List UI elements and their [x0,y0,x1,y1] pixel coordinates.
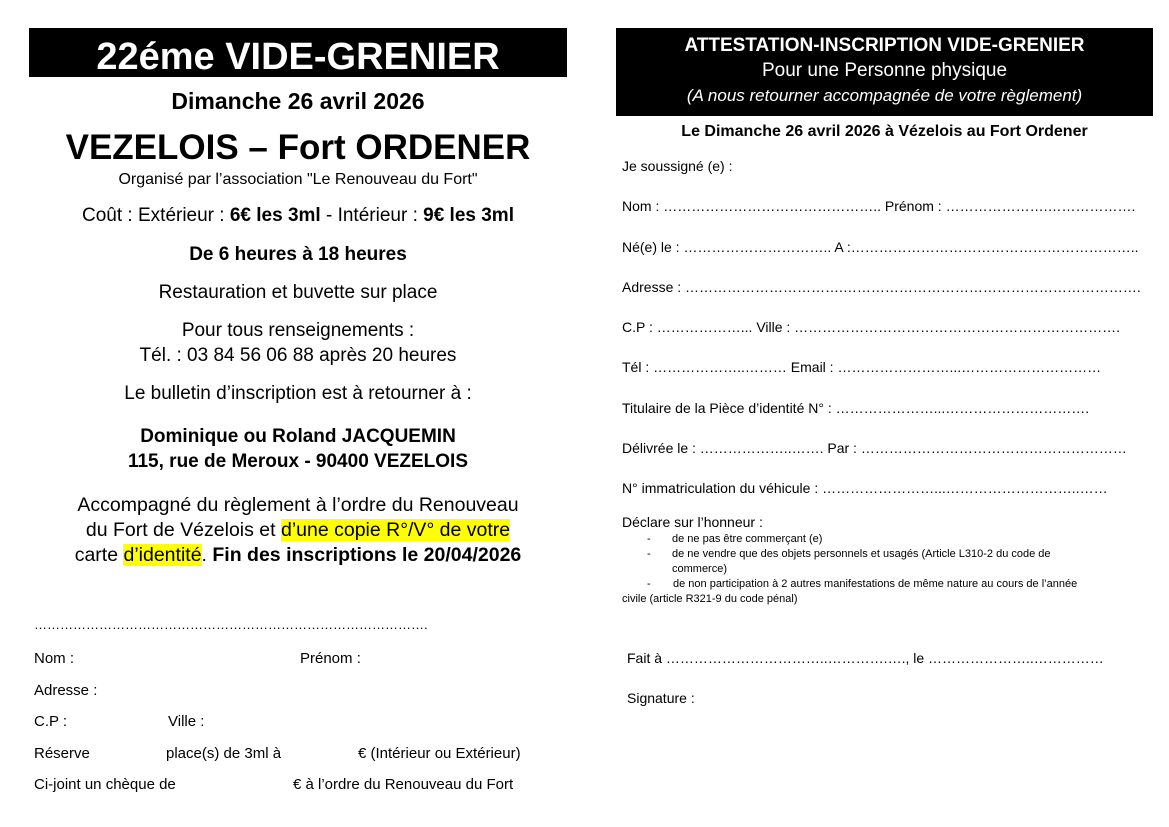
cost-exterior-label: Coût : Extérieur : [82,205,230,226]
field-vehicle: N° immatriculation du véhicule : ……………………...………………………..…… [622,480,1108,496]
id-copy-highlight: d’une copie R°/V° de votre [280,519,511,541]
hours-line: De 6 heures à 18 heures [189,244,407,265]
form-cheque-label: Ci-joint un chèque de [34,776,176,793]
field-cp-ville: C.P : ………………... Ville : ……………………………………………………………. [622,319,1121,335]
field-id-number: Titulaire de la Pièce d’identité N° : …………………...…………………………. [622,400,1090,416]
form-places-label: place(s) de 3ml à [166,745,282,762]
attestation-banner [616,28,1153,116]
cost-exterior-price: 6€ les 3ml [229,205,321,226]
fait-a-line: Fait à ……………………………..………….…., le …………………..…………… [627,650,1104,666]
declaration-bullet: - [647,548,651,560]
declaration-item-3-cont: civile (article R321-9 du code pénal) [622,593,798,605]
organizer-line: Organisé par l’association "Le Renouveau du Fort" [118,171,478,188]
event-line: Le Dimanche 26 avril 2026 à Vézelois au Fort Ordener [681,123,1088,140]
instructions-text: carte [74,544,124,566]
phone-line: Tél. : 03 84 56 06 88 après 20 heures [139,345,457,366]
form-ville-label: Ville : [168,713,205,730]
undersigned-label: Je soussigné (e) : [622,158,733,174]
form-adresse-label: Adresse : [34,682,98,699]
declaration-item-3: de non participation à 2 autres manifestations de même nature au cours de l’année [673,578,1078,590]
field-birth: Né(e) le : ………………………….. A :…………………………………………………….. [622,239,1139,255]
form-prenom-label: Prénom : [300,650,361,667]
instructions-text: du Fort de Vézelois et [85,519,281,541]
field-address: Adresse : …………………………….………………………………………………………. [622,279,1141,295]
cut-line: ………………………………………………………………………………. [34,617,428,632]
signature-label: Signature : [627,690,695,706]
cost-interior-label: - Intérieur : [320,205,424,226]
declaration-item-2-cont: commerce) [672,563,728,575]
event-date: Dimanche 26 avril 2026 [171,88,425,114]
instructions-line-2 [29,518,567,543]
declaration-item-2: de ne vendre que des objets personnels et usagés (Article L310-2 du code de [672,548,1051,560]
identity-highlight: d’identité [123,544,202,566]
return-line: Le bulletin d’inscription est à retourner à : [124,383,472,404]
form-payee-label: € à l’ordre du Renouveau du Fort [293,776,514,793]
instructions-line-1: Accompagné du règlement à l’ordre du Renouveau [77,494,519,516]
declaration-bullet: - [647,533,651,545]
contact-name: Dominique ou Roland JACQUEMIN [140,426,456,447]
form-reserve-label: Réserve [34,745,90,762]
cost-interior-price: 9€ les 3ml [423,205,514,226]
instructions-line-3 [29,543,567,568]
attestation-note: (A nous retourner accompagnée de votre règlement) [686,86,1083,105]
event-place: VEZELOIS – Fort ORDENER [65,128,531,167]
field-issued: Délivrée le : ………………..……. Par : ………………………………………………… [622,440,1127,456]
instructions-text: . [201,544,213,566]
form-cp-label: C.P : [34,713,68,730]
food-line: Restauration et buvette sur place [158,282,438,303]
declaration-bullet: - [647,578,651,590]
field-tel-email: Tél : ………………..……… Email : ……………………...………………………… [622,359,1102,375]
info-heading: Pour tous renseignements : [181,320,415,341]
declaration-item-1: de ne pas être commerçant (e) [672,533,823,545]
contact-address: 115, rue de Meroux - 90400 VEZELOIS [127,451,469,472]
attestation-subtitle: Pour une Personne physique [761,60,1008,81]
form-nom-label: Nom : [34,650,75,667]
attestation-title: ATTESTATION-INSCRIPTION VIDE-GRENIER [684,35,1085,56]
form-location-label: € (Intérieur ou Extérieur) [358,745,521,762]
event-banner: 22éme VIDE-GRENIER [29,28,567,77]
deadline-text: Fin des inscriptions le 20/04/2026 [212,544,522,566]
declaration-heading: Déclare sur l’honneur : [622,514,763,530]
field-nom-prenom: Nom : ……………………………………….. Prénom : ………………….………………. [622,198,1136,214]
instructions-paragraph [29,493,567,568]
cost-line [29,205,567,227]
